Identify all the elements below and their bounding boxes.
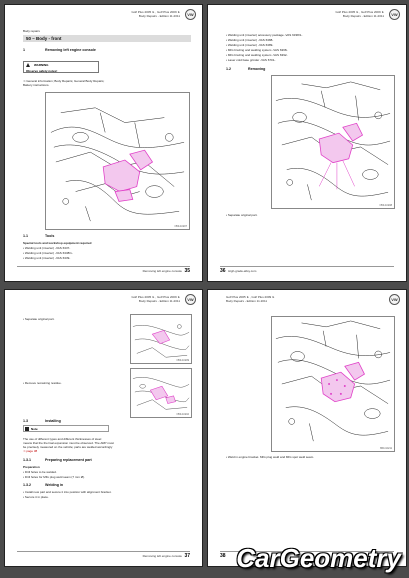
sub-heading: Preparation: [23, 465, 40, 469]
page-thumbnail-37[interactable]: [4, 289, 203, 567]
list-item: • Drill holes to be welded.: [23, 470, 85, 475]
note-label: Note: [31, 427, 38, 431]
footer-title: Removing left engine console: [142, 554, 182, 558]
welding-figure: [271, 316, 395, 452]
step-item: • Separate original part.: [226, 213, 257, 218]
tools-heading: Special tools and workshop equipment required: [23, 241, 92, 245]
page-thumbnail-38[interactable]: [207, 289, 407, 567]
list-item: • Welding unit (inverter) -VAS 6389-: [226, 43, 302, 48]
figure-tag: N50-10208: [379, 204, 392, 207]
body-text-line-2: means that the thermal expansion must be observed. The ARP must: [23, 441, 114, 445]
separate-part-figure: [130, 314, 192, 364]
list-item: • Welding unit (inverter) -VAS 6339-: [23, 256, 73, 261]
step-list: [23, 317, 54, 322]
residue-drawing: [131, 369, 191, 417]
section-number: 1.3.1: [23, 458, 31, 462]
page-header: [226, 295, 275, 303]
footer-title: Removing left engine console: [142, 269, 182, 273]
footer-divider: [17, 266, 190, 267]
list-item: • Secure it in place.: [23, 495, 111, 500]
warning-icon: [26, 63, 30, 67]
page-footer: [143, 269, 190, 274]
warning-box: [23, 61, 99, 73]
list-item: • Install new part and secure it into position with alignment bracket.: [23, 490, 111, 495]
page-header: [131, 10, 180, 18]
header-edition: Body Repairs - Edition 11.2011: [342, 14, 384, 18]
step-list: [226, 213, 257, 218]
page-number: 38: [220, 553, 226, 559]
section-title: Removing: [248, 67, 266, 71]
list-item: • Welding unit (inverter) -VAS 6388-: [226, 38, 302, 43]
figure-tag: N50-10207: [174, 225, 187, 228]
welding-drawing: [272, 317, 394, 451]
small-title: Body repairs: [23, 29, 40, 33]
page-footer: [220, 269, 256, 274]
footer-divider: [17, 551, 190, 552]
step-item: • Separate original part.: [23, 317, 54, 322]
tools-list: [23, 246, 73, 261]
section-number: 1.3.2: [23, 483, 31, 487]
warning-label: WARNING: [34, 63, 49, 67]
vw-logo-icon: VW: [185, 9, 196, 20]
figure-tag: N50-10209: [176, 359, 189, 362]
section-title: Welding in: [45, 483, 64, 487]
header-model: Golf Plus 2005 ➤ , Golf Plus 2009 ➤: [335, 10, 384, 14]
weld-list: [23, 490, 111, 500]
page-header: [335, 10, 384, 18]
page-number: 35: [184, 268, 190, 274]
section-title: Removing left engine console: [45, 48, 96, 52]
list-item: • MIG brazing and welding system -VAS 6392-: [226, 53, 302, 58]
page-thumbnail-35[interactable]: [4, 4, 203, 282]
header-model: Golf Plus 2005 ➤ , Golf Plus 2009 ➤: [131, 10, 180, 14]
section-number: 1.2: [226, 67, 231, 71]
warning-body: Observe safety notes!: [26, 69, 58, 73]
section-number: 1.1: [23, 234, 28, 238]
engine-console-figure: [45, 92, 190, 230]
step-list: [226, 455, 314, 460]
cargeometry-watermark: CarGeometry: [236, 543, 401, 573]
removing-figure: [271, 75, 395, 209]
body-text-line-3: be precisely measured on the vehicle; parts are welded accordingly: [23, 445, 113, 449]
footer-divider: [220, 266, 394, 267]
section-title: Installing: [45, 419, 61, 423]
header-edition: Body Repairs - Edition 11.2011: [138, 14, 180, 18]
list-item: • Drill holes for MIG plug weld seam (7 mm Ø).: [23, 475, 85, 480]
note-box: [23, 425, 109, 432]
page-number: 37: [184, 553, 190, 559]
body-text-line-1: The use of different types and different thicknesses of steel: [23, 437, 102, 441]
separate-part-drawing: [131, 315, 191, 363]
residue-figure: [130, 368, 192, 418]
engine-console-drawing: [46, 93, 189, 229]
list-item: • MIG brazing and welding system -VAS 6368-: [226, 48, 302, 53]
page-header: [131, 295, 180, 303]
section-title: Tools: [45, 234, 55, 238]
page-footer: [143, 554, 190, 559]
removing-drawing: [272, 76, 394, 208]
chapter-title: 50 – Body - front: [23, 35, 191, 42]
tools-list: [226, 33, 302, 63]
prep-list: [23, 470, 85, 480]
page-footer: [220, 554, 226, 559]
step-item: • Remove remaining residue.: [23, 381, 62, 386]
list-item: • Laser cold base grinder -VAS 6701-: [226, 58, 302, 63]
page-thumbnail-36[interactable]: [207, 4, 407, 282]
vw-logo-icon: VW: [185, 294, 196, 305]
intro-text-line-2: Battery instructions.: [23, 83, 50, 87]
header-model: Golf Plus 2005 ➤ , Golf Plus 2009 ➤: [131, 295, 180, 299]
list-item: • Welding unit (inverter) -VAS 6337-: [23, 246, 73, 251]
section-number: 1.3: [23, 419, 28, 423]
step-list: [23, 381, 62, 386]
header-model: Golf Plus 2005 ➤ , Golf Plus 2009 ➤: [226, 295, 275, 299]
note-icon: [25, 427, 29, 431]
intro-text-line-1: ⇒ General information; Body Repairs; General Body Repairs;: [23, 79, 105, 83]
header-edition: Body Repairs - Edition 11.2011: [226, 299, 268, 303]
page-link[interactable]: ⇒ page 38: [23, 449, 38, 453]
figure-tag: N50-10210: [176, 413, 189, 416]
section-title: Preparing replacement part: [45, 458, 92, 462]
figure-tag: N50-10211: [379, 447, 392, 450]
footer-title: High-grade-alloy.com: [228, 269, 257, 273]
vw-logo-icon: VW: [389, 294, 400, 305]
header-edition: Body Repairs - Edition 11.2011: [138, 299, 180, 303]
vw-logo-icon: VW: [389, 9, 400, 20]
step-item: • Weld in engine bracket. MIG plug weld and MIG spot weld seam.: [226, 455, 314, 460]
list-item: • Welding unit (inverter) -VAS 6338/1-: [23, 251, 73, 256]
list-item: • Welding unit (inverter) accessory package -VAS 6338/1-: [226, 33, 302, 38]
section-number: 1: [23, 48, 25, 52]
page-number: 36: [220, 268, 226, 274]
